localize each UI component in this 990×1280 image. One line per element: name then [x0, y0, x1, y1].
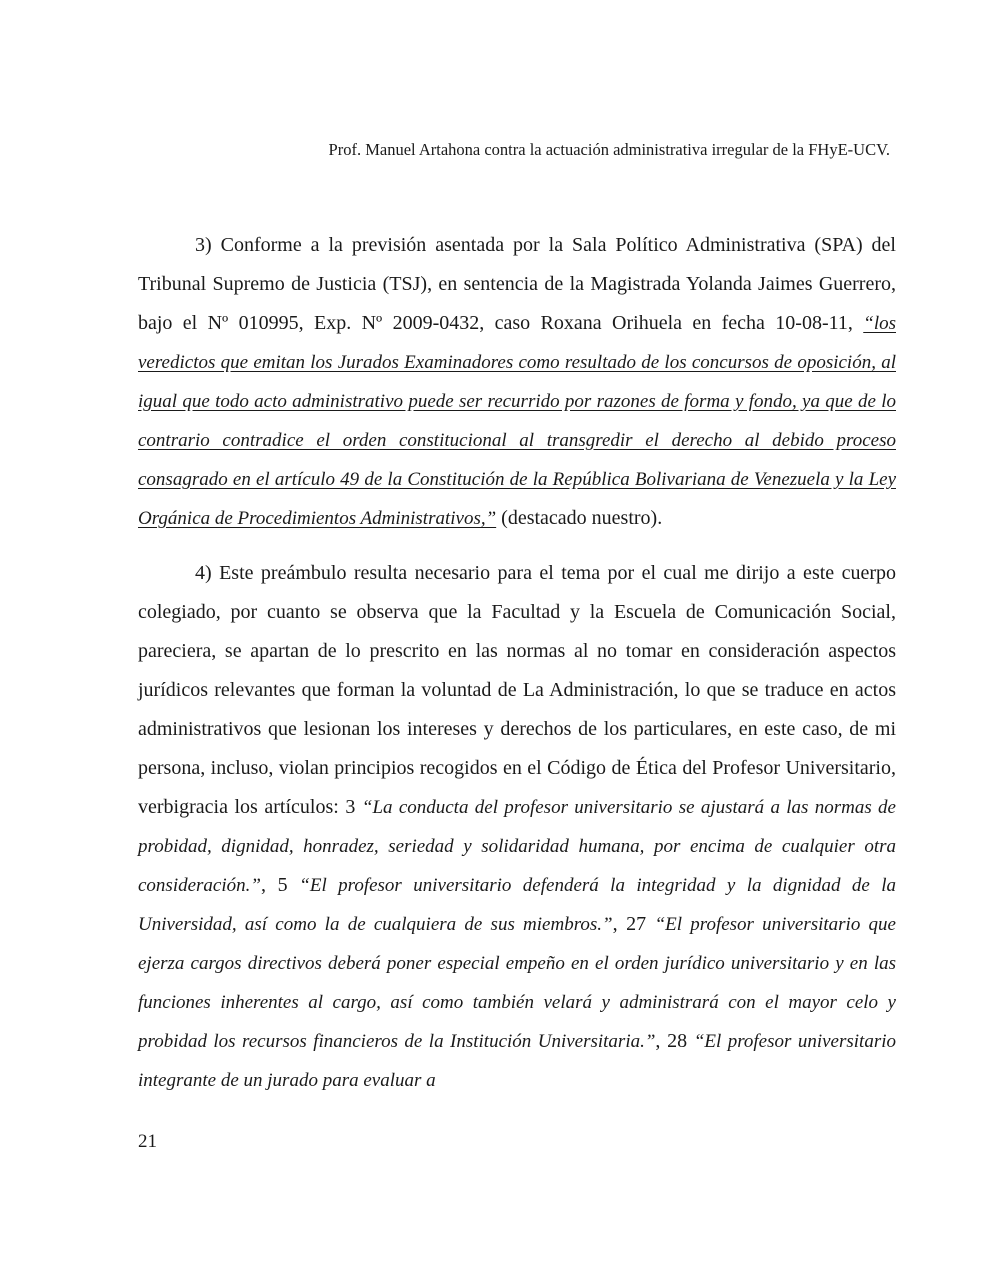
paragraph-4: [138, 554, 896, 1100]
paragraph-3-intro: 3) Conforme a la previsión asentada por la Sala Político Administrativa (SPA) del Tribunal Supremo de Justicia (TSJ), en sentencia de la Magistrada Yolanda Jaimes Guerrero, bajo el Nº 010995, Exp. Nº 2009-0432, caso Roxana Orihuela en fecha 10-08-11,: [138, 234, 896, 334]
article-28-label: , 28: [655, 1030, 694, 1052]
paragraph-4-intro: 4) Este preámbulo resulta necesario para el tema por el cual me dirijo a este cuerpo colegiado, por cuanto se observa que la Facultad y la Escuela de Comunicación Social, pareciera, se apartan de lo prescrito en las normas al no tomar en consideración aspectos jurídicos relevantes que forman la voluntad de La Administración, lo que se traduce en actos administrativos que lesionan los intereses y derechos de los particulares, en este caso, de mi persona, incluso, violan principios recogidos en el Código de Ética del Profesor Universitario, verbigracia los artículos: 3: [138, 562, 896, 818]
paragraph-3-closing: (destacado nuestro).: [496, 507, 663, 529]
article-5-quote: “El profesor universitario defenderá la integridad y la dignidad de la Universidad, así como la de cualquiera de sus miembros.”: [138, 875, 897, 935]
article-5-label: , 5: [260, 874, 300, 896]
article-27-label: , 27: [612, 913, 655, 935]
running-header: Prof. Manuel Artahona contra la actuación administrativa irregular de la FHyE-UCV.: [328, 140, 890, 159]
tsj-ruling-quote: “los veredictos que emitan los Jurados Examinadores como resultado de los concursos de oposición, al igual que todo acto administrativo puede ser recurrido por razones de forma y fondo, ya que de lo contrario contradice el orden constitucional al transgredir el derecho al debido proceso consagrado en el artículo 49 de la Constitución de la República Bolivariana de Venezuela y la Ley Orgánica de Procedimientos Administrativos,”: [138, 313, 896, 529]
page-number: 21: [138, 1131, 157, 1152]
paragraph-3: [138, 226, 896, 538]
article-27-quote: “El profesor universitario que ejerza cargos directivos deberá poner especial empeño en el orden jurídico universitario y en las funciones inherentes al cargo, así como también velará y administrará con el mayor celo y probidad los recursos financieros de la Institución Universitaria.”: [138, 914, 896, 1052]
article-3-quote: “La conducta del profesor universitario se ajustará a las normas de probidad, dignidad, honradez, seriedad y solidaridad humana, por encima de cualquier otra consideración.”: [138, 797, 896, 896]
body-text: [138, 226, 896, 1100]
article-28-quote: “El profesor universitario integrante de un jurado para evaluar a: [138, 1031, 896, 1091]
